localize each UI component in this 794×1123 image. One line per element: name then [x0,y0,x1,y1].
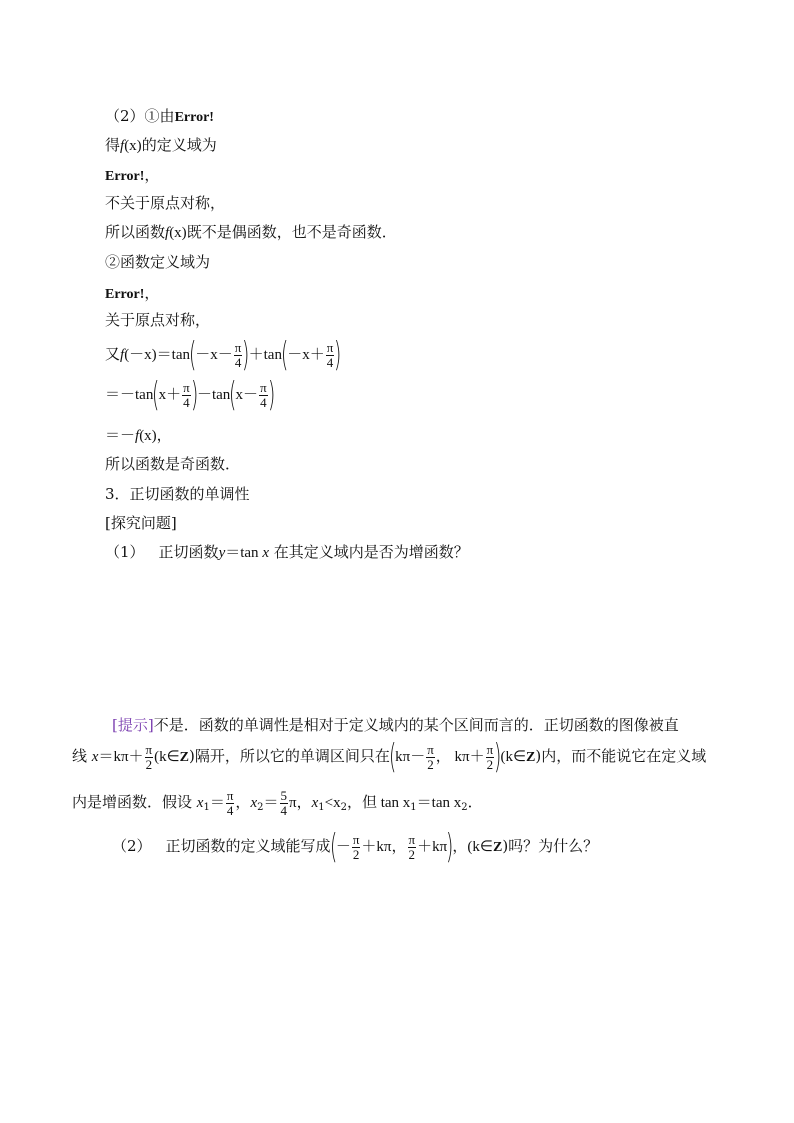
denominator: 4 [326,354,334,370]
line-3 [105,165,159,187]
numerator: π [226,787,234,803]
math-Z: Z [526,750,536,765]
math-x: x [311,795,319,811]
subscript: 1 [410,802,417,813]
numerator: π [145,741,153,757]
error-text: Error! [174,110,214,125]
denominator: 4 [226,802,234,818]
math-x: x [91,749,99,765]
question-1 [105,542,469,563]
left-paren: ( [229,375,237,415]
error-text: Error! [105,169,145,184]
line-4 [105,193,225,213]
math-text: ，但 tan x [346,795,411,811]
line-11 [105,425,172,446]
text: 内是增函数．假设 [72,793,197,811]
text: 又 [105,345,121,363]
math-text: kπ－ [395,749,426,765]
denominator: 4 [260,394,267,410]
denominator: 4 [280,802,287,818]
hint-tag: [提示] [112,716,154,734]
right-paren: ) [267,375,275,415]
math-text: ， kπ＋ [435,749,485,765]
hint-line-2 [72,736,706,778]
math-text: x－ [235,387,259,403]
denominator: 2 [145,756,153,772]
math-y: y [218,545,226,561]
math-text: ＝－tan [105,387,154,403]
fraction [408,833,417,862]
math-text: ＝tan x [416,795,462,811]
left-paren: ( [280,335,289,375]
numerator: π [260,379,267,395]
text: 线 [72,747,92,765]
text: ①由 [144,107,175,125]
math-x: (x) [169,225,187,241]
subscript: 2 [340,802,347,813]
line-8 [105,310,210,330]
math-text: ＋kπ， [361,839,407,855]
fraction [145,743,154,772]
math-text: (k∈ [154,749,180,765]
fraction [280,789,289,818]
math-f: f [165,225,170,241]
subscript: 2 [461,802,468,813]
numerator: 5 [280,787,287,803]
text: )吗？为什么？ [502,837,599,855]
math-f: f [120,138,125,154]
text: 3．正切函数的单调性 [105,485,250,503]
math-text: －x－ [195,347,233,363]
denominator: 2 [486,756,494,772]
text: )隔开，所以它的单调区间只在 [189,747,390,765]
math-text: x＋ [158,387,182,403]
math-x: x [196,795,204,811]
subscript: 1 [318,802,325,813]
numerator: π [408,831,416,847]
denominator: 4 [183,394,190,410]
line-10 [105,374,274,415]
math-text: (－x)＝tan [124,347,191,363]
text: 正切函数的定义域能写成 [165,837,331,855]
text: )内，而不能说它在定义域 [535,747,707,765]
right-paren: ) [242,335,250,375]
fraction [352,833,361,862]
line-9 [105,334,341,375]
math-f: f [120,347,125,363]
math-text: ＝ [209,795,225,811]
math-text: ＝－ [105,428,136,444]
fraction [226,789,235,818]
text: ， [144,166,160,184]
fraction [486,743,495,772]
line-5 [105,222,397,243]
math-text: ＝ [263,795,279,811]
right-paren: ) [446,827,454,867]
text: 既不是偶函数，也不是奇函数． [186,223,397,241]
math-text: －x＋ [287,347,325,363]
math-text: <x [324,795,341,811]
math-text: ＝tan [225,545,263,561]
text: （2） [105,107,145,125]
subscript: 1 [203,802,210,813]
denominator: 2 [427,756,434,772]
math-Z: Z [179,750,190,765]
text: 在其定义域内是否为增函数？ [268,543,469,561]
text: 关于原点对称， [105,311,211,329]
numerator: π [352,831,360,847]
line-6 [105,252,210,272]
math-text: π， [289,795,312,811]
math-f: f [135,428,140,444]
math-text: －tan [196,387,231,403]
text: 正切函数 [158,543,219,561]
line-1 [105,106,214,128]
math-text: ＝kπ＋ [98,749,144,765]
math-text: ＋kπ [417,839,448,855]
math-text: － [335,839,351,855]
math-x: x [250,795,258,811]
text: ， [235,793,251,811]
text: 所以函数是奇函数． [105,455,241,473]
hint-line-3 [72,782,483,828]
numerator: π [183,379,190,395]
subscript: 2 [257,802,264,813]
left-paren: ( [189,335,197,375]
math-x: x [262,545,269,561]
denominator: 2 [352,846,360,862]
text: 不是．函数的单调性是相对于定义域内的某个区间而言的．正切函数的图像被直 [153,716,679,734]
text: ， [144,284,160,302]
line-7 [105,283,159,305]
text: （2） [112,837,152,855]
left-paren: ( [329,827,337,867]
math-Z: Z [492,840,503,855]
hint-line-1 [112,715,679,735]
text: [探究问题] [105,514,177,532]
text: 得 [105,136,121,154]
text: （1） [105,543,145,561]
explore-heading [105,513,177,533]
line-12 [105,454,240,474]
fraction [259,381,268,410]
error-text: Error! [105,287,145,302]
math-text: (k∈ [500,749,527,765]
text: ． [467,793,483,811]
math-text: (x)， [139,428,172,444]
text: 不关于原点对称， [105,194,226,212]
question-2 [112,826,598,868]
numerator: π [234,339,242,355]
left-paren: ( [388,737,397,777]
numerator: π [427,741,434,757]
left-paren: ( [152,375,160,415]
text: 的定义域为 [141,136,217,154]
denominator: 2 [408,846,416,862]
right-paren: ) [494,737,502,777]
text: ②函数定义域为 [105,253,211,271]
denominator: 4 [234,354,242,370]
math-x: (x) [124,138,142,154]
math-text: ＋tan [248,347,282,363]
math-text: ，(k∈ [452,839,493,855]
text: 所以函数 [105,223,166,241]
right-paren: ) [334,335,342,375]
numerator: π [326,339,334,355]
line-2 [105,135,217,156]
right-paren: ) [190,375,198,415]
fraction [182,381,191,410]
section-heading [105,484,250,504]
fraction [426,743,435,772]
numerator: π [486,741,494,757]
